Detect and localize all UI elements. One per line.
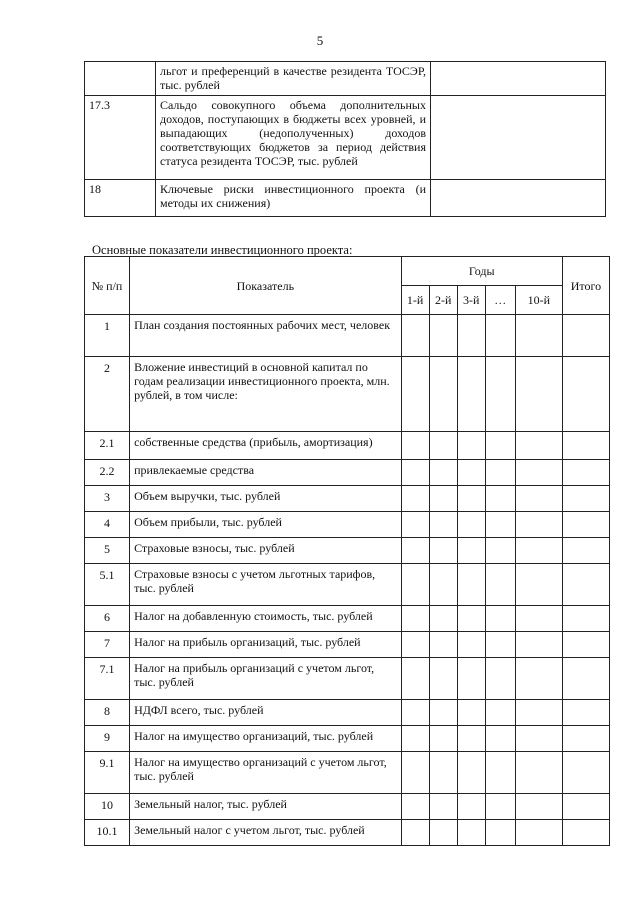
indicators-table (84, 256, 610, 846)
year-value-cell (429, 564, 457, 606)
total-cell (562, 564, 609, 606)
row-indicator: собственные средства (прибыль, амортизация) (130, 432, 402, 460)
row-indicator: Налог на имущество организаций с учетом льгот, тыс. рублей (130, 752, 402, 794)
table-caption: Основные показатели инвестиционного проекта: (92, 243, 353, 257)
year-value-cell (429, 315, 457, 357)
table-row (85, 658, 610, 700)
year-value-cell (401, 538, 429, 564)
year-value-cell (429, 700, 457, 726)
year-value-cell (485, 606, 515, 632)
year-value-cell (429, 794, 457, 820)
year-value-cell (401, 700, 429, 726)
year-value-cell (401, 486, 429, 512)
year-value-cell (401, 794, 429, 820)
row-number: 8 (85, 700, 130, 726)
header-year-2: 2-й (429, 286, 457, 315)
year-value-cell (515, 357, 562, 432)
page-number: 5 (316, 33, 324, 48)
total-cell (562, 486, 609, 512)
row-number: 2 (85, 357, 130, 432)
year-value-cell (515, 460, 562, 486)
year-value-cell (429, 486, 457, 512)
row-indicator: Вложение инвестиций в основной капитал по годам реализации инвестиционного проекта, млн. рублей, в том числе: (130, 357, 402, 432)
year-value-cell (429, 658, 457, 700)
row-number: 6 (85, 606, 130, 632)
year-value-cell (457, 606, 485, 632)
total-cell (562, 606, 609, 632)
total-cell (562, 538, 609, 564)
year-value-cell (457, 512, 485, 538)
top-table (84, 61, 606, 217)
row-number: 5.1 (85, 564, 130, 606)
year-value-cell (485, 820, 515, 846)
year-value-cell (485, 752, 515, 794)
table-row (85, 606, 610, 632)
year-value-cell (515, 726, 562, 752)
year-value-cell (515, 632, 562, 658)
year-value-cell (515, 700, 562, 726)
year-value-cell (485, 357, 515, 432)
year-value-cell (401, 726, 429, 752)
row-indicator: Налог на прибыль организаций с учетом льгот, тыс. рублей (130, 658, 402, 700)
row-indicator: Земельный налог, тыс. рублей (130, 794, 402, 820)
year-value-cell (485, 512, 515, 538)
table-row (85, 700, 610, 726)
year-value-cell (485, 486, 515, 512)
row-indicator: Налог на добавленную стоимость, тыс. рублей (130, 606, 402, 632)
row-number (85, 62, 156, 96)
table-row (85, 486, 610, 512)
row-number: 10 (85, 794, 130, 820)
year-value-cell (401, 460, 429, 486)
year-value-cell (515, 564, 562, 606)
table-row (85, 726, 610, 752)
row-value (431, 62, 606, 96)
year-value-cell (457, 700, 485, 726)
row-number: 2.1 (85, 432, 130, 460)
row-number: 9.1 (85, 752, 130, 794)
row-indicator: привлекаемые средства (130, 460, 402, 486)
year-value-cell (429, 820, 457, 846)
total-cell (562, 632, 609, 658)
table-row (85, 96, 606, 180)
year-value-cell (485, 658, 515, 700)
year-value-cell (401, 632, 429, 658)
year-value-cell (401, 512, 429, 538)
row-number: 5 (85, 538, 130, 564)
year-value-cell (515, 432, 562, 460)
row-description: Ключевые риски инвестиционного проекта (и методы их снижения) (156, 180, 431, 217)
year-value-cell (457, 820, 485, 846)
year-value-cell (457, 460, 485, 486)
table-row (85, 315, 610, 357)
year-value-cell (429, 606, 457, 632)
header-total: Итого (562, 257, 609, 315)
row-indicator: Налог на имущество организаций, тыс. рублей (130, 726, 402, 752)
total-cell (562, 820, 609, 846)
year-value-cell (429, 726, 457, 752)
table-row (85, 794, 610, 820)
row-description: Сальдо совокупного объема дополнительных доходов, поступающих в бюджеты всех уровней, и выпадающих (недополученных) доходов соответствующих бюджетов за период действия статуса резидента ТОСЭР, тыс. рублей (156, 96, 431, 180)
table-row (85, 62, 606, 96)
year-value-cell (401, 658, 429, 700)
table-row (85, 538, 610, 564)
year-value-cell (485, 794, 515, 820)
header-year-3: 3-й (457, 286, 485, 315)
year-value-cell (485, 726, 515, 752)
header-indicator: Показатель (130, 257, 402, 315)
header-years: Годы (401, 257, 562, 286)
year-value-cell (457, 752, 485, 794)
row-indicator: Страховые взносы, тыс. рублей (130, 538, 402, 564)
row-number: 7.1 (85, 658, 130, 700)
table-row (85, 460, 610, 486)
row-value (431, 96, 606, 180)
total-cell (562, 658, 609, 700)
year-value-cell (457, 632, 485, 658)
year-value-cell (515, 752, 562, 794)
row-number: 9 (85, 726, 130, 752)
row-number: 7 (85, 632, 130, 658)
year-value-cell (401, 315, 429, 357)
row-indicator: НДФЛ всего, тыс. рублей (130, 700, 402, 726)
table-row (85, 180, 606, 217)
row-indicator: Налог на прибыль организаций, тыс. рублей (130, 632, 402, 658)
year-value-cell (515, 486, 562, 512)
year-value-cell (401, 564, 429, 606)
header-year-1: 1-й (401, 286, 429, 315)
table-row (85, 820, 610, 846)
table-row (85, 432, 610, 460)
row-number: 1 (85, 315, 130, 357)
total-cell (562, 460, 609, 486)
row-number: 17.3 (85, 96, 156, 180)
year-value-cell (457, 658, 485, 700)
total-cell (562, 700, 609, 726)
year-value-cell (429, 752, 457, 794)
year-value-cell (429, 632, 457, 658)
total-cell (562, 752, 609, 794)
year-value-cell (515, 794, 562, 820)
row-indicator: Объем прибыли, тыс. рублей (130, 512, 402, 538)
row-number: 4 (85, 512, 130, 538)
year-value-cell (429, 432, 457, 460)
year-value-cell (515, 820, 562, 846)
row-indicator: План создания постоянных рабочих мест, человек (130, 315, 402, 357)
year-value-cell (515, 315, 562, 357)
year-value-cell (485, 432, 515, 460)
year-value-cell (485, 460, 515, 486)
year-value-cell (401, 752, 429, 794)
year-value-cell (429, 512, 457, 538)
header-year-ellipsis: … (485, 286, 515, 315)
year-value-cell (515, 658, 562, 700)
year-value-cell (515, 538, 562, 564)
total-cell (562, 512, 609, 538)
year-value-cell (457, 726, 485, 752)
table-row (85, 512, 610, 538)
year-value-cell (515, 512, 562, 538)
year-value-cell (515, 606, 562, 632)
table-row (85, 752, 610, 794)
year-value-cell (401, 820, 429, 846)
row-indicator: Объем выручки, тыс. рублей (130, 486, 402, 512)
row-number: 10.1 (85, 820, 130, 846)
year-value-cell (485, 700, 515, 726)
year-value-cell (457, 564, 485, 606)
year-value-cell (401, 432, 429, 460)
year-value-cell (457, 315, 485, 357)
header-number: № п/п (85, 257, 130, 315)
row-indicator: Земельный налог с учетом льгот, тыс. рублей (130, 820, 402, 846)
year-value-cell (457, 357, 485, 432)
table-row (85, 564, 610, 606)
year-value-cell (457, 486, 485, 512)
header-year-10: 10-й (515, 286, 562, 315)
table-row (85, 357, 610, 432)
year-value-cell (485, 538, 515, 564)
year-value-cell (457, 538, 485, 564)
year-value-cell (429, 538, 457, 564)
year-value-cell (457, 432, 485, 460)
row-description: льгот и преференций в качестве резидента ТОСЭР, тыс. рублей (156, 62, 431, 96)
total-cell (562, 357, 609, 432)
row-number: 18 (85, 180, 156, 217)
year-value-cell (485, 315, 515, 357)
row-number: 2.2 (85, 460, 130, 486)
year-value-cell (429, 357, 457, 432)
year-value-cell (401, 357, 429, 432)
total-cell (562, 315, 609, 357)
year-value-cell (485, 632, 515, 658)
year-value-cell (457, 794, 485, 820)
total-cell (562, 726, 609, 752)
total-cell (562, 794, 609, 820)
row-indicator: Страховые взносы с учетом льготных тарифов, тыс. рублей (130, 564, 402, 606)
year-value-cell (485, 564, 515, 606)
row-number: 3 (85, 486, 130, 512)
total-cell (562, 432, 609, 460)
row-value (431, 180, 606, 217)
table-row (85, 632, 610, 658)
year-value-cell (429, 460, 457, 486)
year-value-cell (401, 606, 429, 632)
